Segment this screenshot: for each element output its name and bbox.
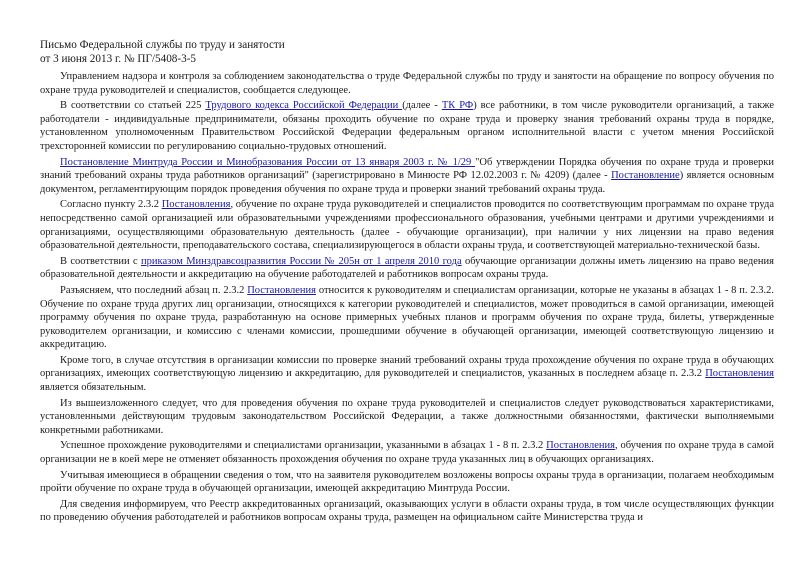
body-paragraph bbox=[40, 99, 774, 153]
body-paragraph bbox=[40, 354, 774, 395]
paragraph-text: относится к руководителям и специалистам организации, которые не указаны в абзацах 1 - 8 п. 2.3.2. Обучение по охране труда других лиц организации, относящихся к категории руководителей и специалистов, может проводиться в самой организации, имеющей программу обучения по охране труда, разработанную на основе примерных учебных планов и программ обучения по охране труда, билеты, утвержденные руководителем организации, и комиссию с членами комиссии, прошедшими обучение в обучающей организации, имеющей соответствующую лицензию и аккредитацию. bbox=[40, 284, 774, 351]
paragraph-text: является обязательным. bbox=[40, 382, 147, 394]
document-reference-link[interactable]: ТК РФ bbox=[441, 100, 474, 112]
document-reference-link[interactable]: Постановления bbox=[161, 199, 231, 211]
letter-title: Письмо Федеральной службы по труду и занятости bbox=[40, 39, 285, 51]
body-paragraph bbox=[40, 198, 774, 252]
document-reference-link[interactable]: Постановления bbox=[546, 440, 615, 452]
paragraph-text: В соответствии со статьей 225 bbox=[60, 100, 206, 112]
document-reference-link[interactable]: Постановления bbox=[705, 368, 774, 380]
paragraph-text: Кроме того, в случае отсутствия в организации комиссии по проверке знаний требований охраны труда прохождение обучения по охране труда в обучающих организациях, имеющих соответствующую лицензию и аккредитацию, для руководителей и специалистов, указанных в последнем абзаце п. 2.3.2 bbox=[40, 354, 774, 380]
paragraph-text: ) является основным документом, регламентирующим порядок проведения обучения по охране труда и проверки знаний требований охраны труда. bbox=[40, 170, 774, 195]
body-paragraph bbox=[40, 498, 774, 525]
paragraph-text: Для сведения информируем, что Реестр аккредитованных организаций, оказывающих услуги в области охраны труда, в том числе осуществляющих функции по проведению обучения работодателей и работников вопросам охраны труда, размещен на официальном сайте Министерства труда и bbox=[40, 498, 774, 524]
paragraph-text: Управлением надзора и контроля за соблюдением законодательства о труде Федеральной службы по труду и занятости на обращение по вопросу обучения по охране труда руководителей и специалистов, сообщается следующее. bbox=[40, 71, 774, 96]
paragraph-text: Учитывая имеющиеся в обращении сведения о том, что на заявителя руководителем возложены вопросы охраны труда в организации, полагаем необходимым пройти обучение по охране труда в обучающей организации, имеющей аккредитацию Минтруда России. bbox=[40, 469, 774, 495]
document-reference-link[interactable]: Постановление Минтруда России и Минобразования России от 13 января 2003 г. № 1/29 bbox=[60, 156, 476, 168]
document-header bbox=[40, 38, 285, 66]
body-paragraph bbox=[40, 255, 774, 282]
paragraph-text: Разъясняем, что последний абзац п. 2.3.2 bbox=[60, 284, 248, 296]
paragraph-text: , обучения по охране труда в самой организации не в коей мере не отменяет обязанность прохождения обучения по охране труда указанных лиц в обучающих организациях. bbox=[40, 440, 774, 466]
paragraph-text: "Об утверждении Порядка обучения по охране труда и проверки знаний требований охраны труда работников организаций" (зарегистрировано в Минюсте РФ 12.02.2003 г. № 4209) (далее - bbox=[40, 156, 774, 182]
body-paragraph bbox=[40, 156, 774, 197]
body-paragraph bbox=[40, 397, 774, 438]
paragraph-text: Успешное прохождение руководителями и специалистами организации, указанными в абзацах 1 - 8 п. 2.3.2 bbox=[60, 440, 547, 452]
body-paragraph bbox=[40, 70, 774, 97]
document-reference-link[interactable]: Постановления bbox=[247, 284, 316, 296]
document-reference-link[interactable]: Трудового кодекса Российской Федерации bbox=[205, 100, 403, 112]
document-body bbox=[40, 70, 774, 527]
paragraph-text: ) все работники, в том числе руководители организаций, а также работодатели - индивидуальные предприниматели, обязаны проходить обучение по охране труда и проверку знания требований охраны труда в порядке, установленном уполномоченным Правительством Российской Федерации федеральным органом исполнительной власти с учетом мнения Российской трехсторонней комиссии по регулированию социально-трудовых отношений. bbox=[40, 100, 775, 152]
paragraph-text: Согласно пункту 2.3.2 bbox=[60, 199, 162, 211]
paragraph-text: , обучение по охране труда руководителей и специалистов проводится по соответствующим программам по охране труда непосредственно самой организацией или образовательными учреждениями профессионального образования, учебными центрами и другими учреждениями и организациями, осуществляющими образовательную деятельность (далее - обучающие организации), при наличии у них лицензии на право ведения образовательной деятельности, преподавательского состава, специализирующегося в области охраны труда, и соответствующей материально-технической базы. bbox=[40, 199, 774, 252]
document-reference-link[interactable]: Постановление bbox=[611, 170, 680, 182]
letter-date-number: от 3 июня 2013 г. № ПГ/5408-3-5 bbox=[40, 53, 197, 65]
paragraph-text: (далее - bbox=[402, 100, 442, 112]
document-reference-link[interactable]: приказом Минздравсоцразвития России № 205н от 1 апреля 2010 года bbox=[141, 255, 462, 267]
paragraph-text: Из вышеизложенного следует, что для проведения обучения по охране труда руководителей и специалистов следует руководствоваться характеристиками, установленными действующим трудовым законодательством Российской Федерации, а также должностными обязанностями, фактически выполняемыми конкретными работниками. bbox=[40, 397, 774, 436]
body-paragraph bbox=[40, 439, 774, 466]
paragraph-text: обучающие организации должны иметь лицензию на право ведения образовательной деятельности и аккредитацию на обучение работодателей и работников вопросам охраны труда. bbox=[40, 255, 775, 281]
body-paragraph bbox=[40, 469, 774, 496]
paragraph-text: В соответствии с bbox=[60, 255, 142, 267]
body-paragraph bbox=[40, 284, 774, 352]
